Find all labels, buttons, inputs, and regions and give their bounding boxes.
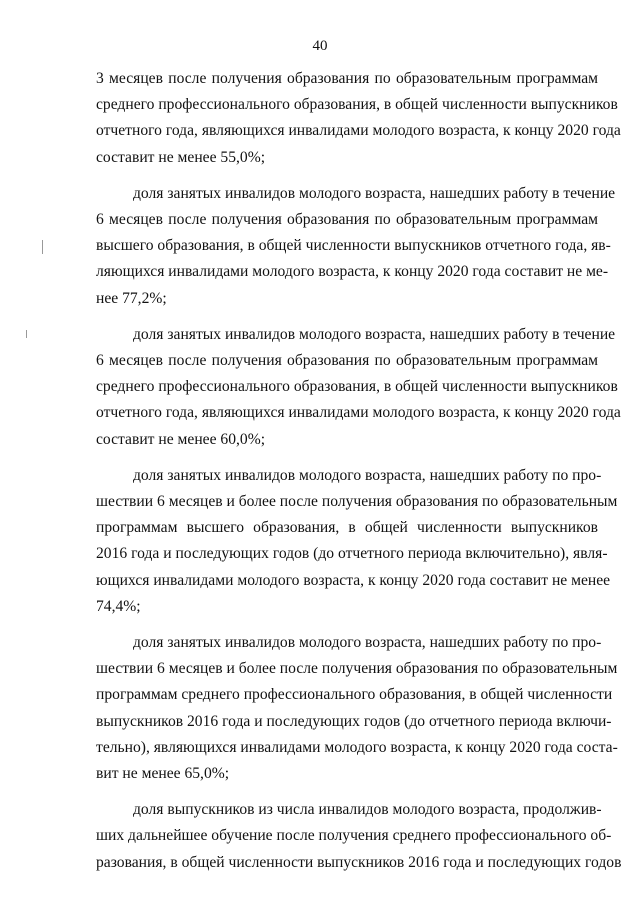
text-line: ших дальнейшее обучение после получения среднего профессионального об- (96, 827, 612, 845)
text-line: вит не менее 65,0%; (96, 765, 230, 783)
text-line: доля занятых инвалидов молодого возраста, нашедших работу по про- (133, 466, 602, 484)
text-line: нее 77,2%; (96, 289, 167, 307)
text-line: 2016 года и последующих годов (до отчетного периода включительно), явля- (96, 545, 608, 563)
text-line: среднего профессионального образования, в общей численности выпускников (96, 378, 618, 396)
page-number: 40 (312, 38, 328, 54)
paragraph (96, 463, 618, 620)
text-line: отчетного года, являющихся инвалидами молодого возраста, к концу 2020 года (96, 404, 621, 422)
text-line: составит не менее 60,0%; (96, 430, 266, 448)
body-text (96, 66, 622, 886)
text-line: высшего образования, в общей численности выпускников отчетного года, яв- (96, 237, 611, 255)
text-line: ющихся инвалидами молодого возраста, к концу 2020 года составит не менее (96, 571, 611, 589)
paragraph (96, 322, 621, 453)
text-line: программам среднего профессионального образования, в общей численности (96, 686, 613, 704)
text-line: доля занятых инвалидов молодого возраста, нашедших работу в течение (133, 184, 616, 202)
text-line: программам высшего образования, в общей численности выпускников (96, 519, 598, 537)
text-line: доля занятых инвалидов молодого возраста, нашедших работу по про- (133, 634, 602, 652)
text-line: шествии 6 месяцев и более после получения образования по образовательным (96, 660, 618, 678)
text-line: доля занятых инвалидов молодого возраста, нашедших работу в течение (133, 325, 616, 343)
text-line: доля выпускников из числа инвалидов молодого возраста, продолжив- (133, 801, 602, 819)
text-line: 6 месяцев после получения образования по образовательным программам (96, 211, 598, 229)
text-line: выпускников 2016 года и последующих годов (до отчетного периода включи- (96, 712, 612, 730)
paragraph (96, 66, 621, 171)
paragraph (96, 181, 616, 312)
text-line: ляющихся инвалидами молодого возраста, к концу 2020 года составит не ме- (96, 263, 609, 281)
text-line: разования, в общей численности выпускников 2016 года и последующих годов (96, 853, 622, 871)
text-line: среднего профессионального образования, в общей численности выпускников (96, 96, 618, 114)
text-line: составит не менее 55,0%; (96, 148, 266, 166)
text-line: тельно), являющихся инвалидами молодого возраста, к концу 2020 года соста- (96, 738, 618, 756)
scan-mark (26, 330, 27, 338)
text-line: шествии 6 месяцев и более после получения образования по образовательным (96, 493, 618, 511)
text-line: отчетного года, являющихся инвалидами молодого возраста, к концу 2020 года (96, 122, 621, 140)
text-line: 6 месяцев после получения образования по образовательным программам (96, 352, 598, 370)
paragraph (96, 630, 618, 787)
paragraph (96, 797, 622, 876)
scan-mark (42, 240, 43, 254)
text-line: 3 месяцев после получения образования по образовательным программам (96, 70, 598, 87)
text-line: 74,4%; (96, 597, 141, 615)
